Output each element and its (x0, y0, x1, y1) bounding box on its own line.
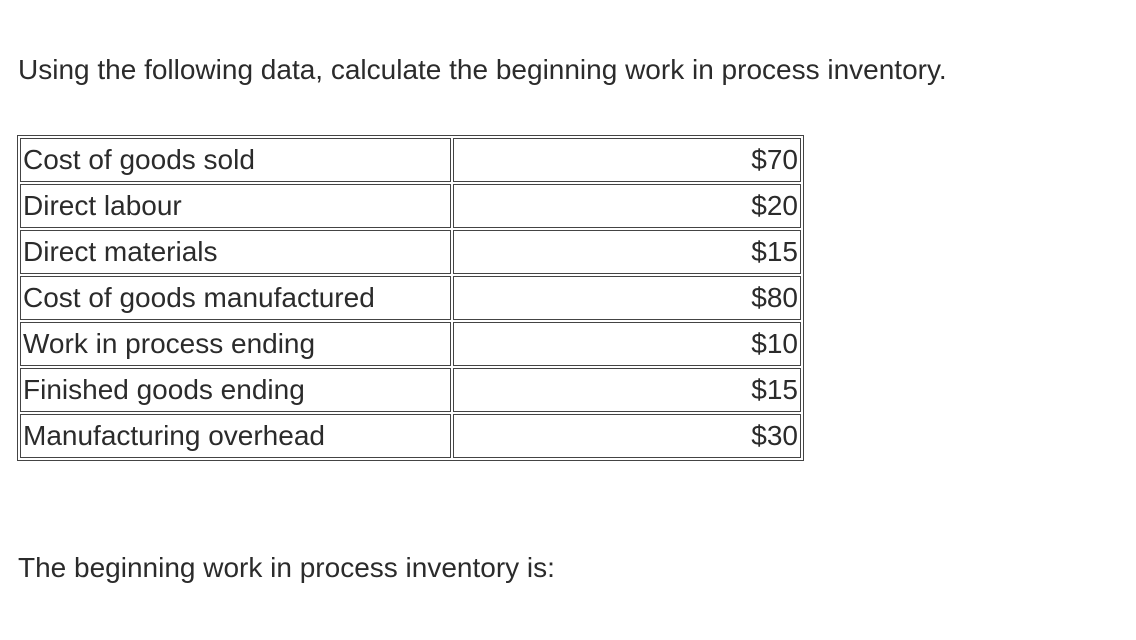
row-label: Finished goods ending (20, 368, 451, 412)
row-value: $30 (453, 414, 801, 458)
row-value: $15 (453, 368, 801, 412)
table-row (20, 368, 801, 412)
question-text: Using the following data, calculate the beginning work in process inventory. (18, 54, 947, 85)
row-value: $20 (453, 184, 801, 228)
row-value: $70 (453, 138, 801, 182)
row-value: $10 (453, 322, 801, 366)
row-label: Direct labour (20, 184, 451, 228)
table-row (20, 230, 801, 274)
row-label: Cost of goods manufactured (20, 276, 451, 320)
table-row (20, 414, 801, 458)
answer-prompt: The beginning work in process inventory is: (18, 552, 555, 583)
row-value: $15 (453, 230, 801, 274)
table-row (20, 276, 801, 320)
row-label: Cost of goods sold (20, 138, 451, 182)
table-row (20, 184, 801, 228)
row-value: $80 (453, 276, 801, 320)
data-table (17, 135, 804, 461)
row-label: Direct materials (20, 230, 451, 274)
row-label: Work in process ending (20, 322, 451, 366)
table-row (20, 322, 801, 366)
table-row (20, 138, 801, 182)
row-label: Manufacturing overhead (20, 414, 451, 458)
